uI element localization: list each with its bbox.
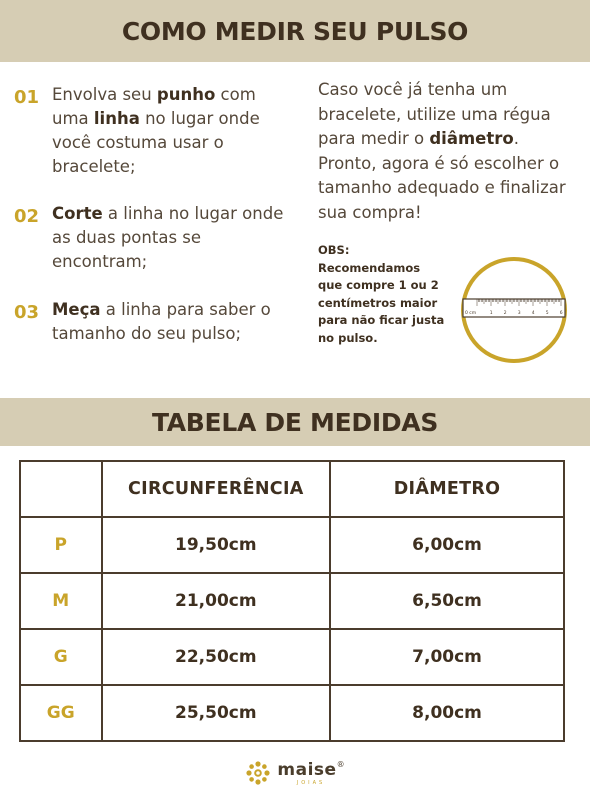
flower-logo-icon	[245, 760, 271, 786]
diameter-cell: 8,00cm	[330, 685, 564, 741]
step-number: 01	[14, 87, 40, 108]
ruler-mark-label: 6	[559, 311, 563, 316]
tip-text-bold: diâmetro	[429, 129, 514, 148]
diameter-cell: 6,50cm	[330, 573, 564, 629]
step-text-part: com uma	[52, 85, 256, 128]
header-diameter: DIÂMETRO	[330, 461, 564, 517]
size-cell: P	[20, 517, 102, 573]
step-text-part: no lugar onde você costuma usar o bracelete;	[52, 109, 260, 176]
ruler-mark-label: 3	[517, 311, 521, 316]
step-text	[52, 298, 292, 346]
table-title-band	[0, 398, 590, 446]
step-2	[14, 202, 299, 274]
table-header-row	[20, 461, 564, 517]
ruler-ring-illustration	[459, 255, 569, 365]
ruler-mark-label: 1	[489, 311, 493, 316]
tip-text-part: Caso você já tenha um bracelete, utilize uma régua para medir o	[318, 80, 551, 148]
circumference-cell: 21,00cm	[102, 573, 331, 629]
registered-mark: ®	[336, 760, 345, 769]
page-title: COMO MEDIR SEU PULSO	[121, 16, 469, 46]
step-number: 02	[14, 206, 40, 227]
step-text	[52, 83, 292, 179]
size-cell: M	[20, 573, 102, 629]
step-3	[14, 298, 299, 346]
obs-note: OBS: Recomendamos que compre 1 ou 2 centímetros maior para não ficar justa no pulso.	[318, 243, 445, 345]
step-text-part: Envolva seu	[52, 85, 157, 104]
diameter-cell: 7,00cm	[330, 629, 564, 685]
brand-wordmark	[277, 760, 344, 786]
step-text-part: a linha para saber o tamanho do seu pulso;	[52, 300, 271, 343]
table-row	[20, 517, 564, 573]
ruler-mark-label: 2	[503, 311, 507, 316]
step-text	[52, 202, 292, 274]
step-number: 03	[14, 302, 40, 323]
brand-logo	[0, 757, 590, 789]
diameter-cell: 6,00cm	[330, 517, 564, 573]
table-title: TABELA DE MEDIDAS	[151, 407, 439, 437]
ruler-zero-label: 0 cm	[465, 311, 477, 316]
table-row	[20, 685, 564, 741]
circumference-cell: 25,50cm	[102, 685, 331, 741]
step-text-part: a linha no lugar onde as duas pontas se encontram;	[52, 204, 284, 271]
size-table	[19, 460, 565, 742]
ruler-mark-label: 5	[545, 311, 549, 316]
circumference-cell: 19,50cm	[102, 517, 331, 573]
table-row	[20, 629, 564, 685]
step-text-bold: Meça	[52, 300, 101, 319]
ruler-tip	[318, 78, 580, 225]
size-cell: G	[20, 629, 102, 685]
header-band	[0, 0, 590, 62]
step-text-bold: punho	[156, 85, 216, 104]
tip-text-part: . Pronto, agora é só escolher o tamanho adequado e finalizar sua compra!	[318, 129, 566, 222]
step-text-bold: linha	[93, 109, 140, 128]
header-empty	[20, 461, 102, 517]
ruler-mark-label: 4	[531, 311, 535, 316]
brand-name: maise	[277, 760, 337, 780]
size-cell: GG	[20, 685, 102, 741]
header-circumference: CIRCUNFERÊNCIA	[102, 461, 331, 517]
circumference-cell: 22,50cm	[102, 629, 331, 685]
brand-subtitle: JOIAS	[296, 780, 326, 786]
table-row	[20, 573, 564, 629]
step-1	[14, 83, 299, 179]
step-text-bold: Corte	[52, 204, 103, 223]
